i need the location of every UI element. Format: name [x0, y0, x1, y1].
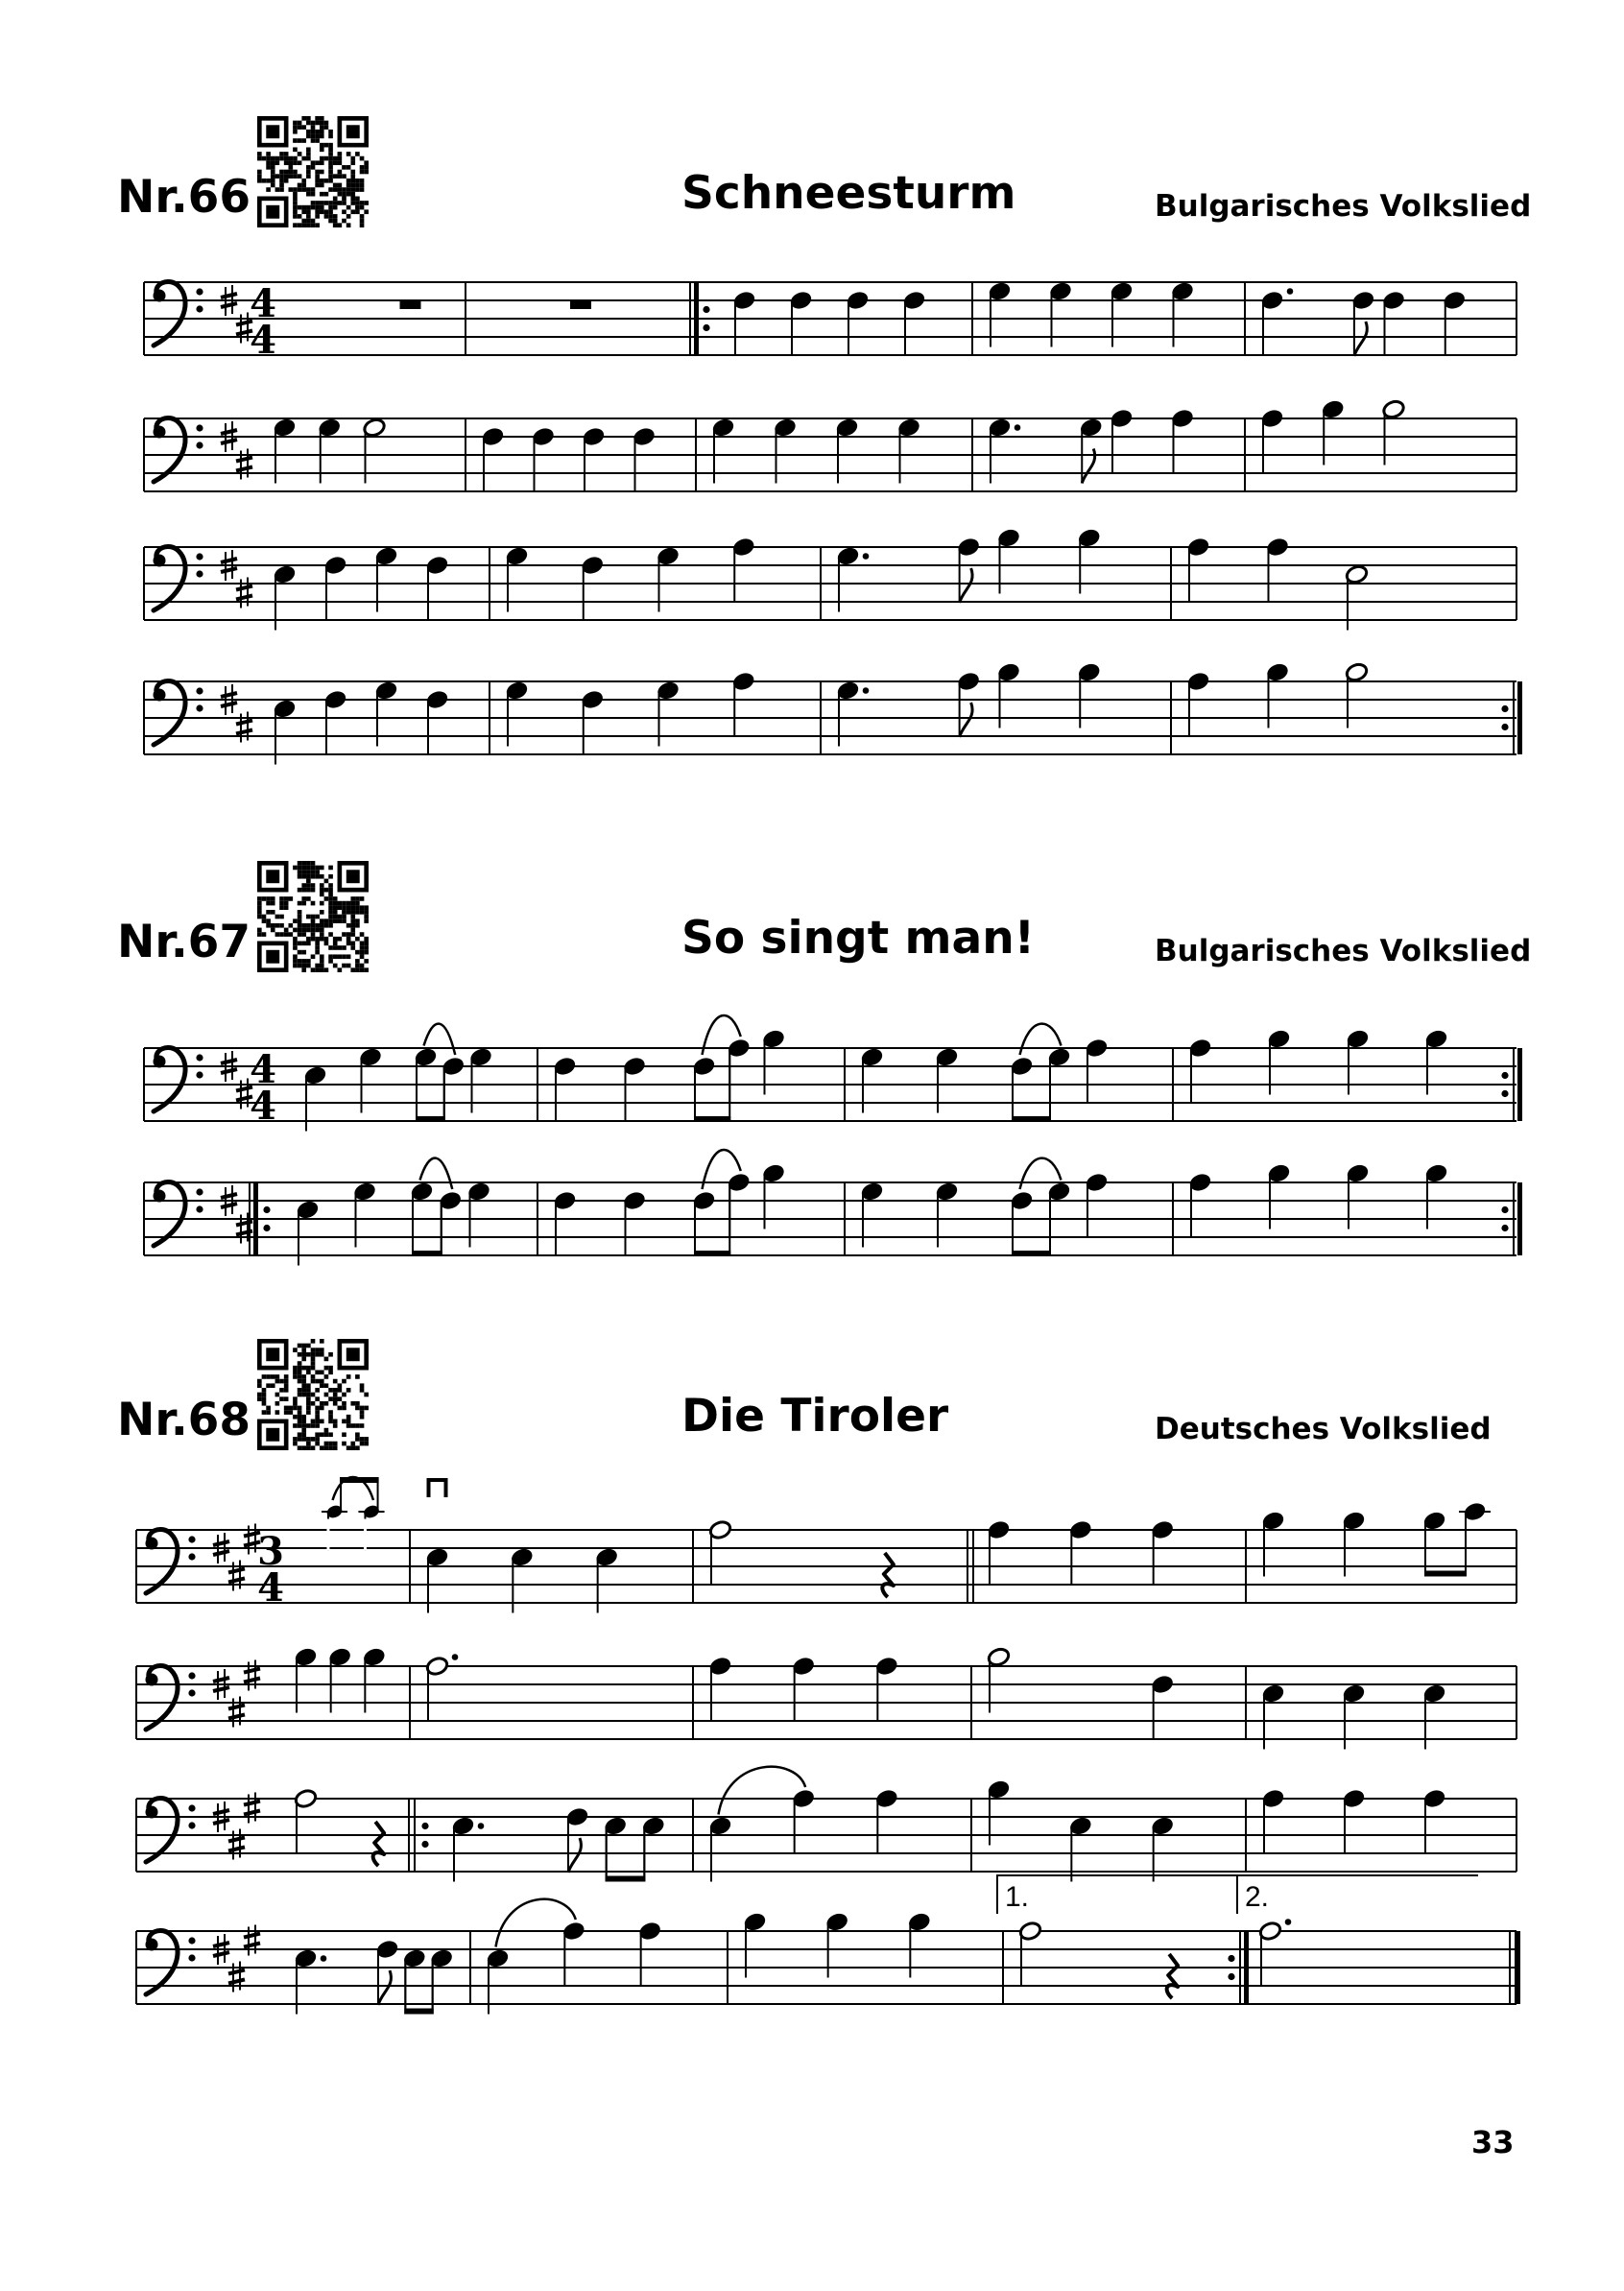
note — [1260, 288, 1293, 356]
piece-title: Schneesturm — [681, 167, 1016, 220]
note — [789, 290, 813, 356]
flag — [960, 568, 972, 603]
note — [846, 290, 870, 356]
note — [708, 1656, 732, 1722]
time-signature-numerator: 4 — [250, 1047, 276, 1092]
augmentation-dot — [1015, 424, 1021, 431]
note — [622, 1056, 646, 1122]
downbow-icon — [429, 1480, 446, 1497]
note — [732, 290, 756, 356]
note — [1188, 1038, 1212, 1104]
note — [425, 555, 449, 621]
staff-system — [144, 399, 1517, 492]
staff-system — [144, 662, 1522, 765]
staff-system — [144, 281, 1517, 363]
piece-origin: Deutsches Volkslied — [1155, 1412, 1492, 1446]
note — [425, 689, 449, 755]
note — [1422, 1788, 1446, 1854]
note — [1351, 290, 1375, 356]
note — [1261, 1788, 1285, 1854]
augmentation-dot — [1287, 288, 1294, 295]
note — [1170, 408, 1194, 474]
note — [425, 1480, 449, 1613]
augmentation-dot — [478, 1823, 485, 1829]
time-signature-numerator: 3 — [257, 1529, 284, 1574]
repeat-dot — [1501, 1072, 1508, 1079]
note — [1085, 1172, 1109, 1238]
note — [874, 1788, 898, 1854]
augmentation-dot — [863, 553, 870, 560]
note — [1260, 408, 1284, 474]
time-signature-denominator: 4 — [257, 1565, 284, 1611]
repeat-dot — [1501, 1225, 1508, 1231]
note — [425, 1654, 458, 1722]
sharp-icon — [236, 712, 252, 743]
note — [1265, 537, 1289, 603]
note — [322, 1504, 347, 1551]
note — [375, 1939, 399, 2005]
staff-system — [136, 1767, 1517, 1882]
sharp-icon — [228, 1962, 245, 1993]
augmentation-dot — [321, 1955, 327, 1962]
barline — [253, 1182, 258, 1255]
note — [561, 1921, 585, 1987]
sharp-icon — [228, 1697, 245, 1728]
note — [481, 426, 505, 492]
flag — [568, 1838, 581, 1873]
whole-rest-icon — [400, 300, 421, 309]
note — [1342, 1788, 1366, 1854]
sharp-icon — [236, 449, 252, 480]
note — [1085, 1038, 1109, 1104]
volta-label: 2. — [1245, 1881, 1270, 1913]
sharp-icon — [228, 1561, 245, 1591]
repeat-dot — [703, 306, 709, 313]
staff-system — [144, 1015, 1522, 1132]
piece-number: Nr.68 — [117, 1394, 251, 1446]
repeat-dot — [703, 324, 709, 331]
note — [358, 1504, 384, 1551]
slur — [719, 1767, 806, 1815]
repeat-dot — [1501, 1206, 1508, 1213]
repeat-dot — [421, 1841, 428, 1848]
flag — [378, 1970, 391, 2005]
note — [902, 290, 926, 356]
note — [1151, 1519, 1175, 1586]
piece-origin: Bulgarisches Volkslied — [1155, 189, 1532, 224]
barline — [694, 282, 699, 355]
note — [323, 689, 347, 755]
sharp-icon — [236, 578, 252, 609]
quarter-rest-icon — [373, 1822, 385, 1866]
piece-title: So singt man! — [681, 912, 1036, 965]
beam — [1012, 1251, 1051, 1256]
staff-system — [144, 1150, 1522, 1266]
barline — [1515, 1931, 1520, 2004]
note — [294, 1788, 318, 1854]
barline — [1244, 1931, 1249, 2004]
staff-system — [136, 1477, 1517, 1613]
repeat-dot — [1501, 705, 1508, 712]
beam — [404, 2009, 433, 2015]
note — [1110, 408, 1134, 474]
piece-title: Die Tiroler — [681, 1390, 949, 1443]
note — [622, 1190, 646, 1256]
volta-bracket — [1237, 1875, 1478, 1914]
note — [1258, 1919, 1291, 1987]
piece-number: Nr.67 — [117, 916, 251, 968]
barline — [1517, 681, 1522, 754]
volta-label: 1. — [1005, 1881, 1030, 1913]
flag — [960, 703, 972, 737]
sharp-icon — [244, 1925, 260, 1956]
augmentation-dot — [1285, 1919, 1292, 1925]
slur — [1020, 1158, 1062, 1189]
sharp-icon — [244, 1793, 260, 1824]
barline — [1517, 1048, 1522, 1121]
repeat-dot — [1501, 724, 1508, 730]
note — [1068, 1519, 1092, 1586]
note — [792, 1656, 816, 1722]
note — [708, 1519, 732, 1586]
sharp-icon — [228, 1829, 245, 1860]
note — [1459, 1501, 1491, 1567]
staff-system — [144, 528, 1517, 631]
note — [1018, 1921, 1042, 1987]
note — [874, 1656, 898, 1722]
note — [553, 1190, 577, 1256]
beam — [694, 1251, 730, 1256]
flag — [1354, 322, 1367, 356]
note — [957, 671, 981, 737]
note — [987, 1519, 1011, 1586]
note — [957, 537, 981, 603]
time-signature-numerator: 4 — [250, 281, 276, 326]
note — [553, 1056, 577, 1122]
note — [1186, 537, 1210, 603]
staff-system — [136, 1647, 1517, 1750]
note — [731, 671, 755, 737]
quarter-rest-icon — [1167, 1954, 1179, 1998]
beam — [1424, 1571, 1467, 1577]
note — [1186, 671, 1210, 737]
beam — [412, 1251, 442, 1256]
repeat-dot — [1228, 1955, 1234, 1962]
whole-rest-icon — [570, 300, 591, 309]
note — [582, 426, 606, 492]
beam — [1012, 1116, 1051, 1122]
slur — [1020, 1024, 1062, 1055]
repeat-dot — [263, 1206, 270, 1213]
repeat-dot — [263, 1225, 270, 1231]
quarter-rest-icon — [882, 1553, 894, 1597]
repeat-dot — [1501, 1090, 1508, 1097]
sharp-icon — [244, 1660, 260, 1691]
note — [792, 1788, 816, 1854]
augmentation-dot — [863, 687, 870, 694]
repeat-dot — [421, 1823, 428, 1829]
beam — [694, 1116, 730, 1122]
piece-origin: Bulgarisches Volkslied — [1155, 934, 1532, 968]
beam — [606, 1876, 646, 1882]
note — [632, 426, 656, 492]
note — [581, 689, 605, 755]
note — [731, 537, 755, 603]
flag — [1082, 449, 1094, 484]
beam — [416, 1116, 445, 1122]
augmentation-dot — [452, 1654, 459, 1660]
repeat-dot — [1228, 1973, 1234, 1980]
page-number: 33 — [1471, 2124, 1515, 2160]
piece-number: Nr.66 — [117, 171, 251, 224]
note — [581, 555, 605, 621]
note — [565, 1806, 589, 1873]
volta-bracket — [997, 1875, 1237, 1914]
note — [531, 426, 555, 492]
note — [1188, 1172, 1212, 1238]
time-signature-denominator: 4 — [250, 1084, 276, 1129]
barline — [1517, 1182, 1522, 1255]
time-signature-denominator: 4 — [250, 318, 276, 363]
note — [1381, 290, 1405, 356]
staff-system — [136, 1875, 1520, 2015]
note — [638, 1921, 662, 1987]
note — [1443, 290, 1467, 356]
note — [323, 555, 347, 621]
note — [1151, 1674, 1175, 1740]
